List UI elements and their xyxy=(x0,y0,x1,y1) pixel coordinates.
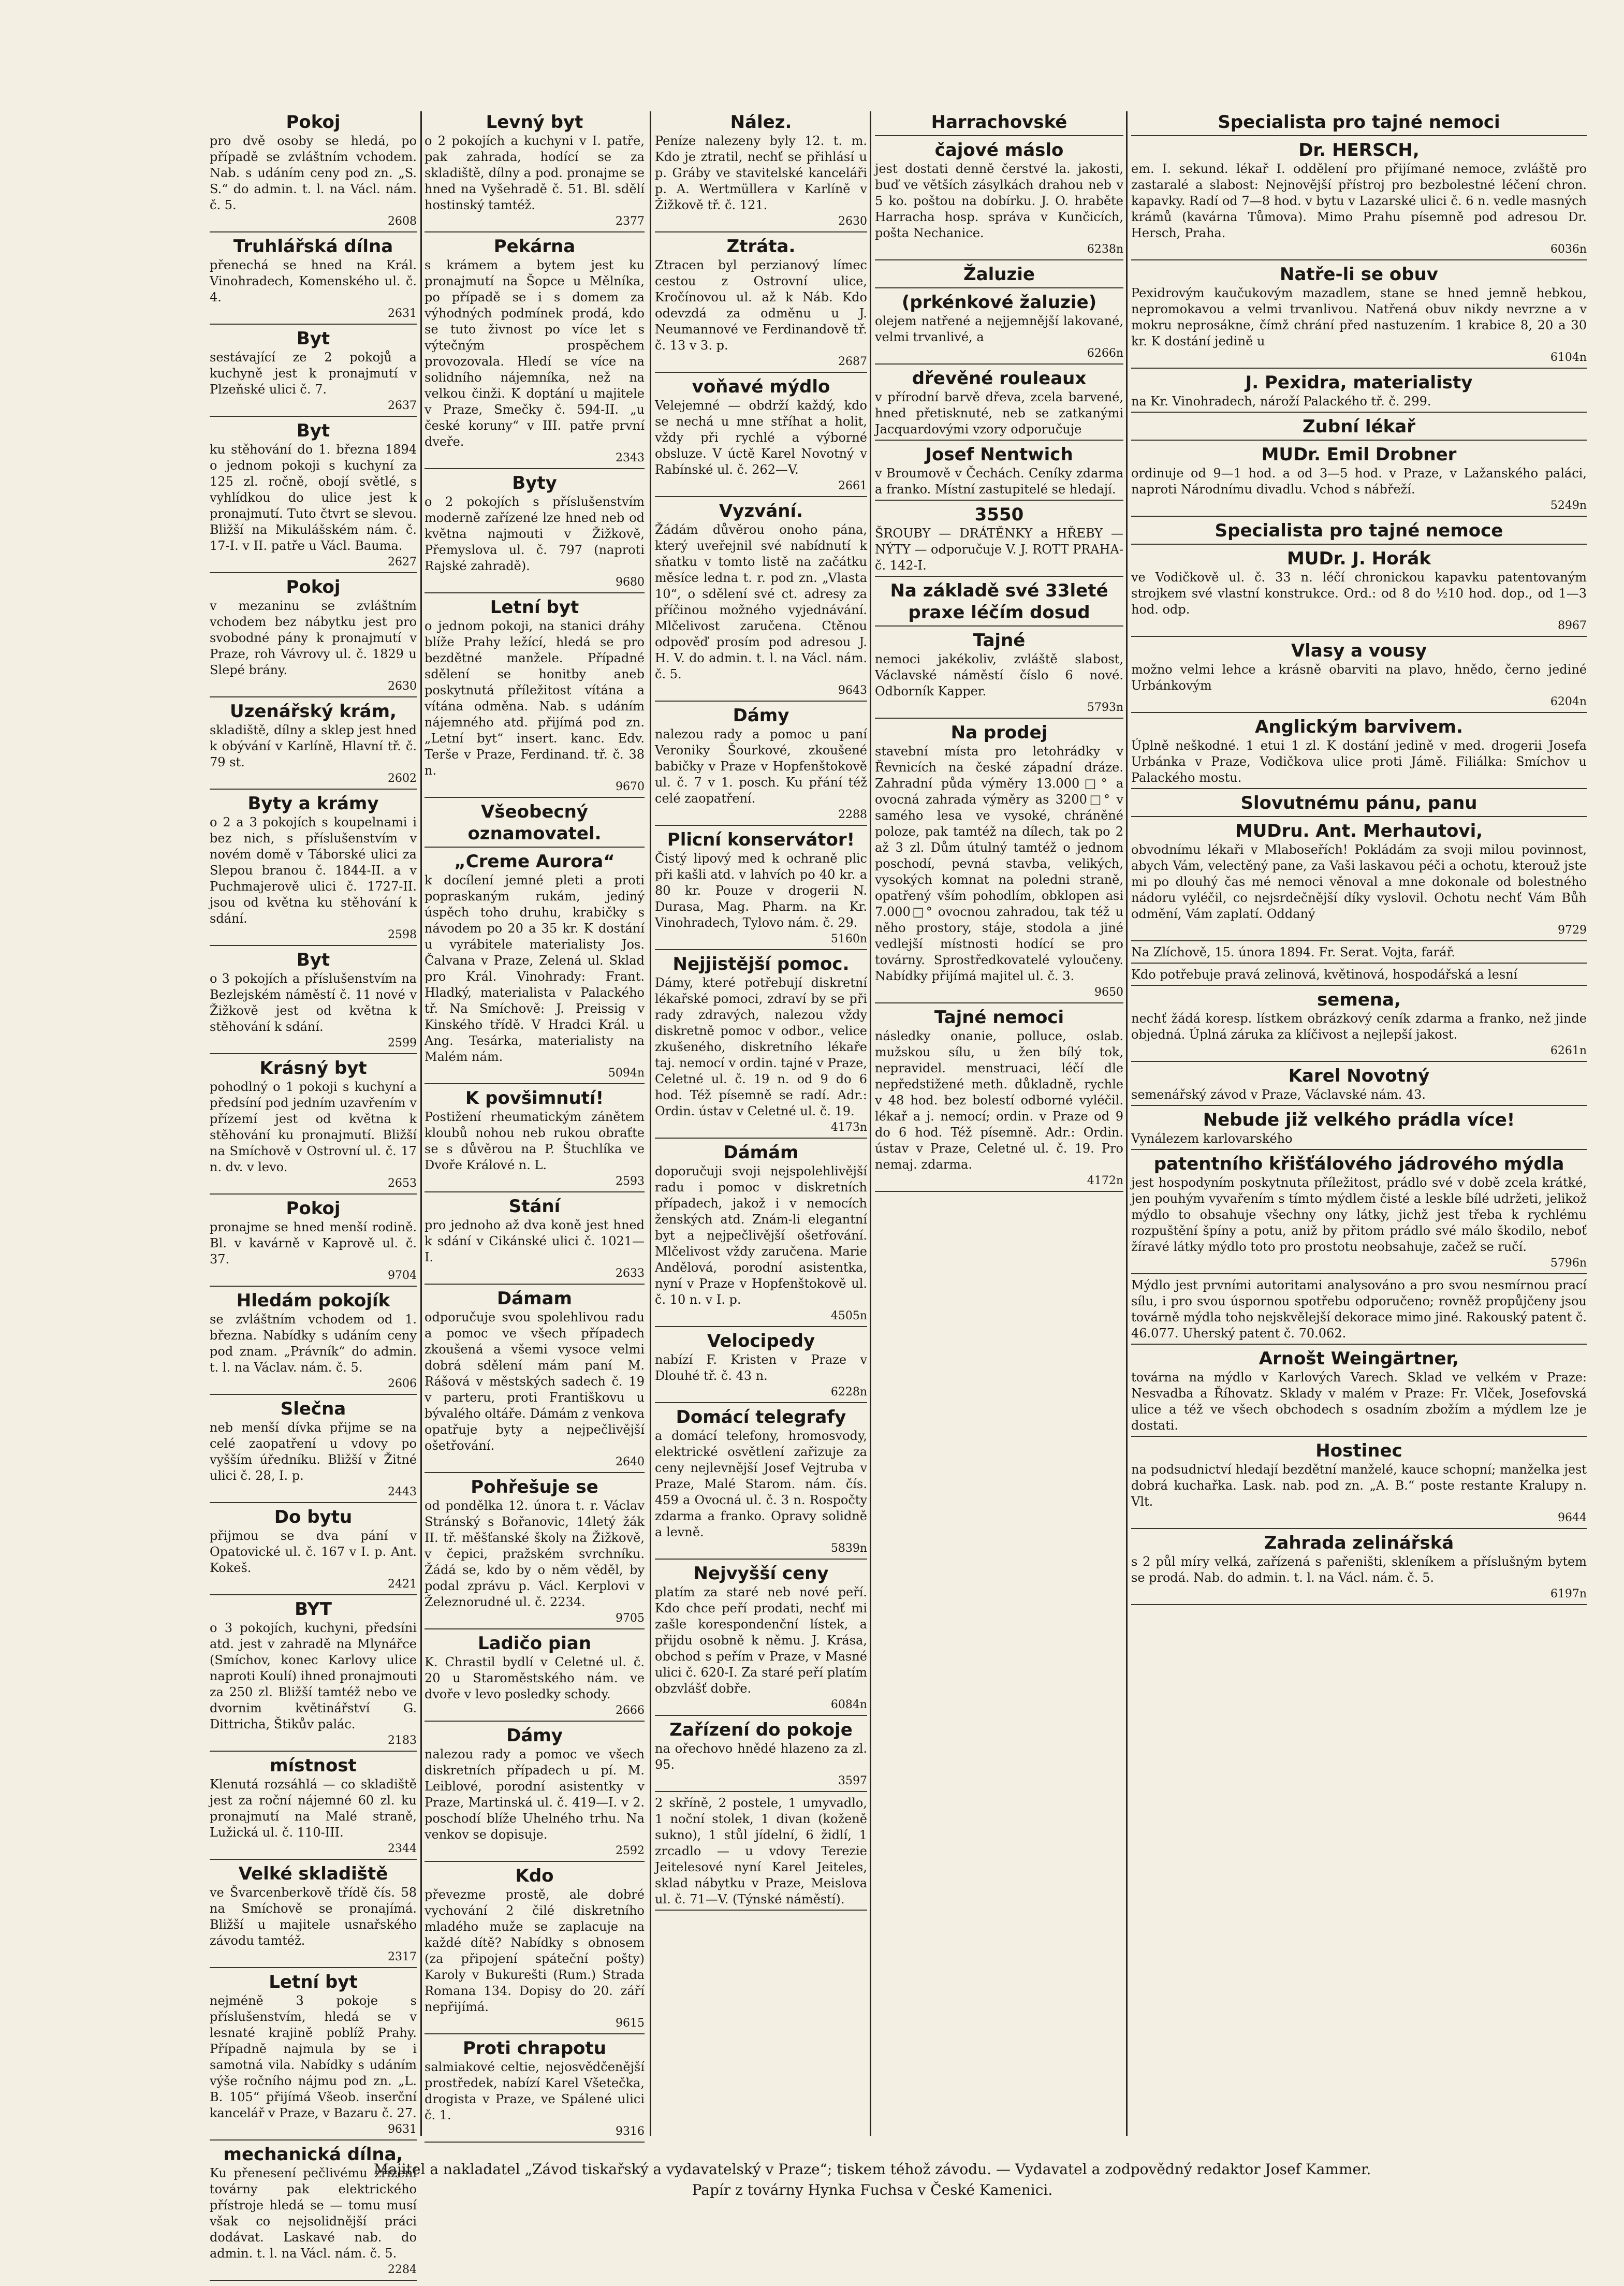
ad-text: ve Vodičkově ul. č. 33 n. léčí chronickou kapavku patentovaným strojkem své vlastní konstrukce. Ord.: od 8 do ½10 hod. dop., od 1—3 hod. odp. xyxy=(1131,570,1587,617)
ad-text: obvodnímu lékaři v Mlaboseřích! Pokládám za svoji milou povinnost, abych Vám, velectěný pane, za Vaši laskavou péči a ochotu, kterouž jste mi po dlouhý čas mé nemoci věnoval a mne dokonale od bolestného nádoru vyléčil, co nejsrdečnější díky vyslovil. Ochotu nechť Vám Bůh odmění, Vám zaplatí. Oddaný xyxy=(1131,842,1587,921)
classified-ad xyxy=(655,376,867,497)
classified-ad xyxy=(875,264,1123,288)
classified-ad xyxy=(210,701,417,790)
ad-heading: (prkénkové žaluzie) xyxy=(901,292,1097,313)
ad-heading: semena, xyxy=(1317,989,1401,1010)
ad-heading: Harrachovské xyxy=(931,112,1067,133)
ad-number: 2602 xyxy=(388,772,417,785)
ad-number: 6197n xyxy=(1550,1588,1587,1600)
classified-ad xyxy=(210,949,417,1054)
ad-text: následky onanie, polluce, oslab. mužskou sílu, u žen bílý tok, nepravidel. menstruaci, léčí dle nepředstižené meth. důkladně, rychle v 48 hod. bez bolestí odborné vyléčil. lékař a j. nemocí; ordin. v Praze od 9 do 6 hod. Též písemně. Adr.: Ordin. ústav v Praze, Celetné ul. č. 19. Pro nemaj. zdarma. xyxy=(875,1029,1123,1172)
ad-number: 8967 xyxy=(1558,619,1587,632)
ad-heading: Nejvyšší ceny xyxy=(693,1563,829,1584)
ad-number: 4505n xyxy=(830,1309,867,1322)
classified-ad xyxy=(1131,372,1587,413)
classified-ad xyxy=(425,1288,645,1473)
ad-heading: Zubní lékař xyxy=(1303,416,1415,437)
classified-ad xyxy=(210,1290,417,1395)
classified-ad xyxy=(655,236,867,373)
ad-heading: Uzenářský krám, xyxy=(230,701,397,722)
ad-text: v Broumově v Čechách. Ceníky zdarma a franko. Místní zastupitelé se hledají. xyxy=(875,466,1123,497)
classified-ad xyxy=(1131,444,1587,517)
classified-ad xyxy=(425,111,645,232)
ad-heading: Plicní konservátor! xyxy=(667,829,855,850)
ad-heading: Levný byt xyxy=(486,112,583,133)
ad-text: přijmou se dva pání v Opatovické ul. č. 167 v I. p. Ant. Kokeš. xyxy=(210,1528,417,1575)
classified-ad xyxy=(875,1007,1123,1192)
ad-heading: Proti chrapotu xyxy=(462,2038,606,2059)
ad-number: 2288 xyxy=(838,808,867,821)
ad-heading: Do bytu xyxy=(274,1507,353,1527)
ad-text: doporučuji svoji nejspolehlivější radu i pomoc v diskretních případech, jakož i v nemocích ženských atd. Znám-li elegantní byt a nejpečlivější ošetřování. Mlčelivost vždy zaručena. Marie Andělová, porodní asistentka, nyní v Praze v Hopfenštokově ul. č. 10 n. v I. p. xyxy=(655,1164,867,1307)
classified-ad xyxy=(875,444,1123,501)
ad-text: Žádám důvěrou onoho pána, který uveřejnil své nabídnutí k sňatku v tomto listě na začátku měsíce ledna t. r. pod zn. „Vlasta 10“, o sdělení své ct. adresy za příčinou možného vyjednávání. Mlčelivost zaručena. Ctěnou odpověď prosím pod adresou J. H. V. do admin. t. l. na Václ. nám. č. 5. xyxy=(655,522,867,681)
classified-ad xyxy=(875,111,1123,136)
ad-text: Klenutá rozsáhlá — co skladiště jest za roční nájemné 60 zl. ku pronajmutí na Malé straně, Lužická ul. č. 110-III. xyxy=(210,1777,417,1840)
ad-text: ordinuje od 9—1 hod. a od 3—5 hod. v Praze, v Lažanského paláci, naproti Národnímu divadlu. Vchod s nábřeží. xyxy=(1131,466,1587,497)
classified-ad xyxy=(425,851,645,1084)
ad-heading: Na základě své 33leté praxe léčím dosud xyxy=(890,580,1108,623)
ad-heading: Josef Nentwich xyxy=(925,444,1073,465)
ad-text: ŠROUBY — DRÁTĚNKY a HŘEBY — NÝTY — odporučuje V. J. ROTT PRAHA-č. 142-I. xyxy=(875,526,1123,573)
ad-heading: Vyzvání. xyxy=(719,501,803,521)
ad-heading: Žaluzie xyxy=(963,264,1035,285)
classified-ad xyxy=(1131,1153,1587,1274)
classified-ad xyxy=(425,801,645,848)
classified-ad xyxy=(210,1398,417,1503)
classified-ad xyxy=(655,1330,867,1403)
ad-heading: Nález. xyxy=(730,112,792,133)
ad-number: 2666 xyxy=(616,1704,645,1717)
ad-text: Čistý lipový med k ochraně plic při kašli atd. v lahvích po 40 kr. a 80 kr. Pouze v drogerii N. Durasa, Mag. Pharm. na Kr. Vinohradech, Tylovo nám. č. 29. xyxy=(655,851,867,930)
footer-publisher: Majitel a nakladatel „Závod tiskařský a vydavatelský v Praze“; tiskem téhož závodu. — Vydavatel a zodpovědný redaktor Josef Kammer. xyxy=(373,2161,1371,2178)
ad-text: ve Švarcenberkově třídě čís. 58 na Smíchově se pronajímá. Bližší u majitele usnařského závodu tamtéž. xyxy=(210,1885,417,1948)
ad-heading: Pekárna xyxy=(493,236,576,257)
ad-heading: Domácí telegrafy xyxy=(676,1407,846,1428)
ad-text: továrna na mýdlo v Karlových Varech. Sklad ve velkém v Praze: Nesvadba a Říhovatz. Sklady v malém v Praze: Fr. Vlček, Josefovská ulice a též ve všech obchodech s osadním zbožím a mýdlem lze je dostati. xyxy=(1131,1370,1587,1433)
ad-heading: Ladičo pian xyxy=(477,1633,592,1654)
ad-heading: Byt xyxy=(296,328,330,349)
ad-text: sestávající ze 2 pokojů a kuchyně jest k pronajmutí v Plzeňské ulici č. 7. xyxy=(210,350,417,397)
ad-number: 2608 xyxy=(388,215,417,228)
ad-text: Postižení rheumatickým zánětem kloubů nohou neb rukou obraťte se s důvěrou na P. Štuchlíka ve Dvoře Králové n. L. xyxy=(425,1110,645,1172)
ad-number: 6104n xyxy=(1550,351,1587,364)
ad-text: nalezou rady a pomoc u paní Veroniky Šourkové, zkoušené babičky v Praze v Hopfenštokově ul. č. 7 v 1. posch. Ku přání též celé zaopatření. xyxy=(655,727,867,806)
classified-ad xyxy=(1131,1277,1587,1345)
ad-number: 5094n xyxy=(608,1067,645,1080)
classified-ad xyxy=(210,236,417,325)
ad-number: 9704 xyxy=(388,1269,417,1282)
classified-ad xyxy=(1131,111,1587,136)
ad-text: přenechá se hned na Král. Vinohradech, Komenského ul. č. 4. xyxy=(210,258,417,304)
ad-number: 4173n xyxy=(830,1121,867,1134)
ad-heading: patentního křišťálového jádrového mýdla xyxy=(1153,1154,1564,1174)
ad-heading: Hledám pokojík xyxy=(236,1290,390,1311)
ad-number: 2421 xyxy=(388,1578,417,1591)
ad-text: ku stěhování do 1. března 1894 o jednom pokoji s kuchyní za 125 zl. ročně, obojí světlé, s vyhlídkou do ulice jest k pronajmutí. Tuto čtvrt se slevou. Bližší na Mikulášském nám. č. 17-I. v II. patře u Václ. Bauma. xyxy=(210,442,417,553)
ad-number: 5160n xyxy=(830,933,867,945)
classified-ad xyxy=(210,328,417,417)
ad-text: o 2 a 3 pokojích s koupelnami i bez nich, s příslušenstvím v novém domě v Táborské ulici za Slepou branou č. 1844-II. a v Puchmajerově ulici č. 1727-II. jsou od května ku stěhování k sdání. xyxy=(210,815,417,926)
column-2 xyxy=(425,111,645,2136)
ad-heading: místnost xyxy=(270,1755,357,1776)
classified-ad xyxy=(1131,1532,1587,1605)
ad-text: a domácí telefony, hromosvody, elektrické osvětlení zařizuje za ceny nejlevnější Josef Vejtruba v Praze, Malé Starom. nám. čís. 459 a Ovocná ul. č. 3 n. Rospočty zdarma a franko. Opravy solidně a levně. xyxy=(655,1429,867,1539)
ad-text: o 2 pokojích s příslušenstvím moderně zařízené lze hned neb od května najmouti v Žižkově, Přemyslova ul. č. 797 (naproti Rajské zahradě). xyxy=(425,494,645,573)
ad-text: nejméně 3 pokoje s příslušenstvím, hledá se v lesnaté krajině poblíž Prahy. Případně najmula by se i samotná vila. Nabídky s udáním výše ročního nájmu pod zn. „L. B. 105“ přijímá Všeob. inserční kancelář v Praze, v Bazaru č. 27. xyxy=(210,1993,417,2120)
ad-text: 2 skříně, 2 postele, 1 umyvadlo, 1 noční stolek, 1 divan (koženě sukno), 1 stůl jídelní, 6 židlí, 1 zrcadlo — u vdovy Terezie Jeitelesové nyní Karel Jeiteles, sklad nábytku v Praze, Meislova ul. č. 71—V. (Týnské náměstí). xyxy=(655,1796,867,1906)
ad-text: se zvláštním vchodem od 1. března. Nabídky s udáním ceny pod znam. „Právník“ do admin. t. l. na Václav. nám. č. 5. xyxy=(210,1312,417,1375)
ad-heading: Slovutnému pánu, panu xyxy=(1240,793,1477,813)
classified-ad xyxy=(425,1476,645,1629)
classified-ad xyxy=(425,2037,645,2143)
footer-paper: Papír z továrny Hynka Fuchsa v České Kamenici. xyxy=(692,2181,1053,2198)
ad-text: možno velmi lehce a krásně obarviti na plavo, hnědo, černo jediné Urbánkovým xyxy=(1131,662,1587,693)
ad-number: 6204n xyxy=(1550,695,1587,708)
ad-heading: „Creme Aurora“ xyxy=(454,851,615,872)
ad-heading: Zařízení do pokoje xyxy=(669,1720,853,1740)
footer xyxy=(251,2159,1494,2201)
ad-text: v přírodní barvě dřeva, zcela barvené, hned přetisknuté, neb se zatkanými Jacquardovými vzory odporučuje xyxy=(875,390,1123,436)
ad-heading: Ztráta. xyxy=(726,236,796,257)
ad-text: o 3 pokojích a příslušenstvím na Bezlejském náměstí č. 11 nové v Žižkově jest od května k stěhování k sdání. xyxy=(210,971,417,1034)
classified-ad xyxy=(210,1198,417,1287)
ad-number: 3597 xyxy=(838,1774,867,1787)
classified-ad xyxy=(425,1865,645,2034)
ad-text: na ořechovo hnědé hlazeno za zl. 95. xyxy=(655,1741,867,1772)
ad-heading: voňavé mýdlo xyxy=(692,376,830,397)
classified-ad xyxy=(425,1725,645,1862)
classified-ad xyxy=(1131,967,1587,986)
ad-number: 6228n xyxy=(830,1386,867,1399)
classified-ad xyxy=(210,1506,417,1595)
ad-number: 2343 xyxy=(616,452,645,464)
ad-number: 6036n xyxy=(1550,243,1587,256)
ad-text: Kdo potřebuje pravá zelinová, květinová, hospodářská a lesní xyxy=(1131,967,1518,982)
ad-number: 9670 xyxy=(616,780,645,793)
ad-heading: Truhlářská dílna xyxy=(233,236,393,257)
ad-heading: Natře-li se obuv xyxy=(1280,264,1438,285)
ad-text: pohodlný o 1 pokoji s kuchyní a předsíní pod jedním uzavřením v přízemí jest od května k stěhování ku pronajmutí. Bližší na Smíchově v Ostrovní ul. č. 17 n. dv. v levo. xyxy=(210,1080,417,1174)
ad-number: 6266n xyxy=(1087,347,1123,360)
ad-text: nechť žádá koresp. lístkem obrázkový ceník zdarma a franko, než jinde objedná. Úplná záruka za klíčivost a nejlepší jakost. xyxy=(1131,1011,1587,1042)
ad-heading: Dámy xyxy=(506,1725,563,1746)
ad-number: 9615 xyxy=(616,2017,645,2030)
ad-text: nalezou rady a pomoc ve všech diskretních případech u pí. M. Leiblové, porodní asistentky v Praze, Martinská ul. č. 419—I. v 2. poschodí blíže Uhelného trhu. Na venkov se dopisuje. xyxy=(425,1747,645,1842)
ad-heading: Hostinec xyxy=(1315,1440,1402,1461)
ad-number: 2630 xyxy=(388,680,417,693)
classified-ad xyxy=(655,1142,867,1327)
ad-number: 5839n xyxy=(830,1542,867,1555)
classified-ad xyxy=(655,500,867,702)
ad-number: 4172n xyxy=(1087,1174,1123,1187)
ad-text: od pondělka 12. února t. r. Václav Stránský s Bořanovic, 14letý žák II. tř. měšťanské školy na Žižkově, v čepici, pražském svrchníku. Žádá se, kdo by o něm věděl, by podal zprávu p. Václ. Kerplovi v Železnorudné ul. č. 2234. xyxy=(425,1498,645,1609)
ad-number: 9316 xyxy=(616,2125,645,2138)
classified-ad xyxy=(210,1057,417,1195)
ad-heading: Dr. HERSCH, xyxy=(1298,140,1420,161)
classified-ad xyxy=(425,1633,645,1722)
ad-heading: Pokoj xyxy=(286,577,341,598)
ad-text: Ztracen byl perzianový límec cestou z Ostrovní ulice, Kročínovou ul. až k Náb. Kdo odevzdá za odměnu u J. Neumannové ve Ferdinandově tř. č. 13 v 3. p. xyxy=(655,258,867,353)
ad-number: 9705 xyxy=(616,1612,645,1625)
ad-heading: Letní byt xyxy=(490,597,579,618)
ad-number: 9631 xyxy=(388,2123,417,2136)
ad-heading: Dámam xyxy=(497,1288,572,1309)
ad-heading: Zahrada zelinářská xyxy=(1264,1533,1454,1553)
ad-heading: Stání xyxy=(508,1196,561,1217)
ad-number: 5249n xyxy=(1550,499,1587,512)
ad-heading: Velocipedy xyxy=(707,1331,815,1351)
ad-text: em. I. sekund. lékař I. oddělení pro přijímané nemoce, zvláště pro zastaralé a slabost: Nejnovější přístroj pro bezbolestné léčení chron. kapavky. Radí od 7—8 hod. v bytu v Lazarské ulici č. 6 n. vedle masných krámů (kavárna Tůmova). Mimo Prahu písemně pod adresou Dr. Hersch, Praha. xyxy=(1131,162,1587,240)
classified-ad xyxy=(655,953,867,1139)
ad-heading: Pokoj xyxy=(286,112,341,133)
ad-number: 2661 xyxy=(838,479,867,492)
ad-heading: Arnošt Weingärtner, xyxy=(1259,1348,1459,1369)
classified-ad xyxy=(655,1406,867,1560)
ad-heading: Specialista pro tajné nemoce xyxy=(1215,520,1503,541)
ad-heading: Velké skladiště xyxy=(238,1863,388,1884)
classified-ad xyxy=(425,236,645,469)
classified-ad xyxy=(1131,716,1587,789)
ad-number: 6084n xyxy=(830,1698,867,1711)
classified-ad xyxy=(875,630,1123,719)
ad-number: 2598 xyxy=(388,928,417,941)
ad-heading: MUDru. Ant. Merhautovi, xyxy=(1235,821,1483,841)
ad-text: pro jednoho až dva koně jest hned k sdání v Cikánské ulici č. 1021—I. xyxy=(425,1218,645,1264)
classified-ad xyxy=(210,793,417,946)
ad-heading: Tajné nemoci xyxy=(934,1007,1064,1028)
classified-ad xyxy=(875,292,1123,365)
ad-heading: Pokoj xyxy=(286,1198,341,1219)
classified-ad xyxy=(1131,416,1587,441)
classified-ad xyxy=(210,111,417,232)
ad-number: 2317 xyxy=(388,1950,417,1963)
ad-heading: Byt xyxy=(296,420,330,441)
ad-text: salmiakové celtie, nejosvědčenější prostředek, nabízí Karel Všetečka, drogista v Praze, ve Spálené ulici č. 1. xyxy=(425,2060,645,2122)
column-1 xyxy=(210,111,417,2276)
ad-text: neb menší dívka přijme se na celé zaopatření u vdovy po vyšším úředníku. Bližší v Žitné ulici č. 28, I. p. xyxy=(210,1420,417,1483)
classified-ad xyxy=(210,576,417,697)
ad-heading: MUDr. J. Horák xyxy=(1287,548,1431,569)
ad-text: Dámy, které potřebují diskretní lékařské pomoci, zdraví by se při rady zdravých, nalezou vždy diskretně pomoc v odbor., velice zkušeného, diskretního lékaře taj. nemocí v ordin. tajné v Praze, Celetné ul. č. 19 n. od 9 do 6 hod. Též písemně se radí. Adr.: Ordin. ústav v Celetné ul. č. 19. xyxy=(655,975,867,1118)
classified-ad xyxy=(1131,792,1587,817)
ad-number: 2183 xyxy=(388,1734,417,1747)
ad-heading: 3550 xyxy=(974,504,1024,525)
ad-text: na Kr. Vinohradech, nároží Palackého tř. č. 299. xyxy=(1131,394,1431,409)
classified-ad xyxy=(1131,944,1587,964)
ad-number: 9680 xyxy=(616,576,645,589)
ad-text: skladiště, dílny a sklep jest hned k obývání v Karlíně, Hlavní tř. č. 79 st. xyxy=(210,723,417,769)
classified-ad xyxy=(1131,264,1587,369)
ad-text: K. Chrastil bydlí v Celetné ul. č. 20 u Staroměstského nám. ve dvoře v levo posledky schody. xyxy=(425,1655,645,1701)
ad-text: jest dostati denně čerstvé la. jakosti, buď ve větších zásylkách drahou neb v 5 ko. poštou na dobírku. J. O. hraběte Harracha hosp. správa v Kunčicích, pošta Nechanice. xyxy=(875,162,1123,240)
ad-heading: Specialista pro tajné nemoci xyxy=(1218,112,1500,133)
ad-number: 2631 xyxy=(388,307,417,320)
classified-ad xyxy=(1131,1065,1587,1106)
ad-number: 6261n xyxy=(1550,1044,1587,1057)
classified-ad xyxy=(425,1087,645,1192)
classified-ad xyxy=(1131,139,1587,260)
classified-ad xyxy=(210,1598,417,1752)
ad-heading: Letní byt xyxy=(269,1972,358,1992)
ad-number: 2606 xyxy=(388,1377,417,1390)
ad-number: 2593 xyxy=(616,1175,645,1188)
ad-heading: Kdo xyxy=(515,1866,554,1886)
classified-ad xyxy=(655,829,867,950)
classified-ad xyxy=(1131,520,1587,545)
ad-text: s 2 půl míry velká, zařízená s pařeništi, skleníkem a příslušným bytem se prodá. Nab. do admin. t. l. na Václ. nám. č. 5. xyxy=(1131,1554,1587,1585)
ad-text: na podsudnictví hledají bezdětní manželé, kauce schopní; manželka jest dobrá kuchařka. Lask. nab. pod zn. „A. B.“ poste restante Kralupy n. Vlt. xyxy=(1131,1462,1587,1509)
ad-number: 9644 xyxy=(1558,1511,1587,1524)
ad-number: 2284 xyxy=(388,2263,417,2276)
classified-ad xyxy=(425,1196,645,1285)
classified-ad xyxy=(1131,1440,1587,1529)
classified-ad xyxy=(655,111,867,232)
ad-heading: Na prodej xyxy=(950,722,1048,743)
ad-text: Pexidrovým kaučukovým mazadlem, stane se hned jemně hebkou, nepromokavou a velmi trvanlivou. Natřená obuv nikdy nevrzne a v mokru neprosákne, čímž chrání před nastuzením. 1 krabice 8, 20 a 30 kr. K dostání jedině u xyxy=(1131,286,1587,348)
ad-text: o 3 pokojích, kuchyni, předsíni atd. jest v zahradě na Mlynářce (Smíchov, konec Karlovy ulice naproti Koulí) ihned pronajmouti za 250 zl. Bližší tamtéž nebo ve dvornim květinářství G. Dittricha, Štikův palác. xyxy=(210,1621,417,1731)
ad-number: 2640 xyxy=(616,1455,645,1468)
ad-text: nemoci jakékoliv, zvláště slabost, Václavské náměstí číslo 6 nové. Odborník Kapper. xyxy=(875,652,1123,698)
ad-number: 2637 xyxy=(388,399,417,412)
classified-ad xyxy=(655,1795,867,1911)
ad-text: o jednom pokoji, na stanici dráhy blíže Prahy ležící, hledá se pro bezdětné manžele. Případné sdělení se honitby aneb poskytnutá příležitost vítána a vítána odměna. Nab. s udáním nájemného atd. přijímá pod zn. „Letní byt“ insert. kanc. Edv. Terše v Praze, Ferdinand. tř. č. 38 n. xyxy=(425,619,645,778)
ad-text: k docílení jemné pleti a proti popraskaným rukám, jediný úspěch toho druhu, krabičky s návodem po 20 a 35 kr. K dostání u vyrábitele materialisty Jos. Čalvana v Praze, Zelená ul. Sklad pro Král. Vinohrady: Frant. Hladký, materialista v Palackého tř. Na Smíchově: J. Preissig v Kinského třídě. V Hradci Král. u Ang. Tesárka, materialisty na Malém nám. xyxy=(425,873,645,1064)
ad-heading: Anglickým barvivem. xyxy=(1255,717,1463,737)
ad-heading: K povšimnutí! xyxy=(465,1088,604,1109)
ad-number: 9643 xyxy=(838,684,867,697)
classified-ad xyxy=(655,1563,867,1716)
classified-ad xyxy=(875,504,1123,577)
ad-text: jest hospodyním poskytnuta příležitost, prádlo své v době zcela krátké, jen pouhým vyvařením s tímto mýdlem čisté a leskle bílé udržeti, jelikož mýdlo to obsahuje všechny ony látky, jichž jest třeba k rychlému rozpuštění špíny a potu, aniž by přitom prádlo své málo škodilo, neboť žíravé látky mýdlo toto pro prostotu neobsahuje, začež se ručí. xyxy=(1131,1175,1587,1254)
classified-ad xyxy=(875,722,1123,1003)
ad-heading: Nejjistější pomoc. xyxy=(672,954,850,974)
ad-text: pronajme se hned menší rodině. Bl. v kavárně v Kaprově ul. č. 37. xyxy=(210,1220,417,1266)
ad-heading: Byty xyxy=(512,473,557,493)
classified-ad xyxy=(425,472,645,593)
ad-number: 2443 xyxy=(388,1486,417,1498)
ad-text: odporučuje svou spolehlivou radu a pomoc ve všech případech zkoušená a všemi vysoce velmi dobrá sdělení mám paní M. Rášová v městských sadech č. 19 v parteru, proti Františkovu u bývalého oltáře. Dámám z venkova opatřuje byty a nejpečlivější ošetřování. xyxy=(425,1310,645,1453)
ad-text: Vynálezem karlovarského xyxy=(1131,1131,1293,1146)
ad-heading: MUDr. Emil Drobner xyxy=(1261,444,1457,465)
ad-number: 2630 xyxy=(838,215,867,228)
ad-number: 2377 xyxy=(616,215,645,228)
column-3 xyxy=(655,111,867,2136)
ad-text: Úplně neškodné. 1 etui 1 zl. K dostání jedině v med. drogerii Josefa Urbánka v Praze, Vodičkova ulice proti Jámě. Filiálka: Smíchov u Palackého mostu. xyxy=(1131,738,1587,785)
ad-heading: Karel Novotný xyxy=(1288,1066,1430,1086)
ad-heading: čajové máslo xyxy=(934,140,1064,161)
classified-ad xyxy=(1131,640,1587,713)
ad-text: platím za staré neb nové peří. Kdo chce peří prodati, nechť mi zašle korespondenční lístek, a přijdu osobně k němu. J. Krása, obchod s peřím v Praze, v Masné ulici č. 620-I. Za staré peří platím obzvlášť dobře. xyxy=(655,1585,867,1696)
classified-ad xyxy=(655,1719,867,1792)
ad-number: 2599 xyxy=(388,1037,417,1050)
ad-number: 9729 xyxy=(1558,924,1587,937)
ad-text: olejem natřené a nejjemnější lakované, velmi trvanlivé, a xyxy=(875,314,1123,344)
column-5 xyxy=(1131,111,1587,2136)
ad-text: Velejemné — obdrží každý, kdo se nechá u mne stříhat a holit, vždy při rychlé a výborné obsluze. V úctě Karel Novotný v Rabínské ul. č. 262—V. xyxy=(655,398,867,477)
column-4 xyxy=(875,111,1123,2136)
classified-ad xyxy=(210,1971,417,2141)
classified-ad xyxy=(875,368,1123,441)
classified-ad xyxy=(1131,1109,1587,1150)
ad-text: Mýdlo jest prvními autoritami analysováno a pro svou nesmírnou prací sílu, i pro svou úspornou spotřebu odporučeno; rovněž propůjčeny jsou továrně mýdla toho nejskvělejší dekorace mimo jiné. Rakouský patent č. 46.077. Uherský patent č. 70.062. xyxy=(1131,1278,1587,1341)
ad-heading: Slečna xyxy=(280,1399,346,1419)
ad-number: 6238n xyxy=(1087,243,1123,256)
ad-heading: Všeobecný oznamovatel. xyxy=(467,802,602,844)
classified-ad xyxy=(1131,820,1587,941)
ad-text: Ku přenesení pečlivému zřízení továrny pak elektrického přístroje hledá se — tomu musí však co nejsolidnější práci dodávat. Laskavé nab. do admin. t. l. na Václ. nám. č. 5. xyxy=(210,2166,417,2261)
ad-text: v mezaninu se zvláštním vchodem bez nábytku jest pro svobodné pány k pronajmutí v Praze, roh Vávrovy ul. č. 1829 u Slepé brány. xyxy=(210,599,417,677)
ad-heading: Pohřešuje se xyxy=(471,1477,598,1497)
ad-number: 2627 xyxy=(388,556,417,569)
ad-heading: Tajné xyxy=(973,630,1026,651)
classified-ad xyxy=(1131,548,1587,637)
ad-heading: Krásný byt xyxy=(259,1058,367,1079)
classified-ad xyxy=(425,596,645,798)
ad-number: 2344 xyxy=(388,1842,417,1855)
ad-text: Peníze nalezeny byly 12. t. m. Kdo je ztratil, nechť se přihlásí u p. Gráby ve stavitelské kanceláři p. A. Wertmüllera v Karlíně v Žižkově tř. č. 121. xyxy=(655,134,867,212)
ad-text: pro dvě osoby se hledá, po případě se zvláštním vchodem. Nab. s udáním ceny pod zn. „S. S.“ do admin. t. l. na Václ. nám. č. 5. xyxy=(210,134,417,212)
classified-ad xyxy=(875,139,1123,260)
ad-text: nabízí F. Kristen v Praze v Dlouhé tř. č. 43 n. xyxy=(655,1352,867,1383)
ad-text: semenářský závod v Praze, Václavské nám. 43. xyxy=(1131,1087,1426,1102)
ad-text: převezme prostě, ale dobré vychování 2 čilé diskretního mladého muže se zaplacuje na každé dítě? Nabídky s obnosem (za připojení spáteční pošty) Karoly v Bukurešti (Rum.) Strada Romana 134. Dopisy do 20. září nepřijímá. xyxy=(425,1887,645,2014)
classified-ad xyxy=(655,705,867,826)
ad-text: stavební místa pro letohrádky v Řevnicích na české západní dráze. Zahradní půda výměry 13.000□° a ovocná zahrada výměry as 3200□° v samého lesa ve vysoké, chráněné poloze, pak tamtéž na dílech, tak po 2 až 3 zl. Dům útulný tamtéž o jednom poschodí, pevná stavba, velikých, vysokých komnat na poledni straně, opatřený vším pohodlím, obklopen asi 7.000□° ovocnou zahradou, tak též u něho prostory, stáje, stodola a jiné vedlejší místnosti hodící se pro továrny. Sprostředkovatelé vyloučeny. Nabídky přijímá majitel ul. č. 3. xyxy=(875,744,1123,983)
classified-ad xyxy=(210,420,417,573)
ad-number: 5796n xyxy=(1550,1257,1587,1270)
classified-ad xyxy=(1131,989,1587,1062)
classified-ad xyxy=(875,580,1123,627)
ad-heading: Byt xyxy=(296,950,330,970)
ad-number: 9650 xyxy=(1094,986,1123,999)
classified-ad xyxy=(210,1863,417,1968)
ad-heading: dřevěné rouleaux xyxy=(912,368,1087,389)
ad-heading: Dámy xyxy=(733,705,789,726)
ad-number: 2653 xyxy=(388,1177,417,1190)
ad-number: 2687 xyxy=(838,355,867,368)
ad-text: s krámem a bytem jest ku pronajmutí na Šopce u Mělníka, po případě se i s domem za výhodných podmínek prodá, kdo se tuto živnost po více let s výtečným prospěchem provozovala. Hledí se více na solidního nájemníka, než na velkou činži. K doptání u majitele v Praze, Smečky č. 594-II. „u české koruny“ v III. patře první dveře. xyxy=(425,258,645,449)
classified-ad xyxy=(1131,1348,1587,1437)
ad-heading: Byty a krámy xyxy=(247,793,379,814)
ad-heading: Nebude již velkého prádla více! xyxy=(1203,1110,1515,1130)
ad-number: 2592 xyxy=(616,1844,645,1857)
classified-ad xyxy=(210,1755,417,1860)
ad-heading: Dámám xyxy=(723,1142,799,1163)
ad-text: o 2 pokojích a kuchyni v I. patře, pak zahrada, hodící se za skladiště, dílny a pod. pronajme se hned na Vyšehradě č. 51. Bl. sdělí hostinský tamtéž. xyxy=(425,134,645,212)
ad-number: 2633 xyxy=(616,1267,645,1280)
ad-text: Na Zlíchově, 15. února 1894. Fr. Serat. Vojta, farář. xyxy=(1131,945,1455,959)
ad-heading: mechanická dílna, xyxy=(223,2144,403,2165)
ad-number: 5793n xyxy=(1087,701,1123,714)
ad-heading: J. Pexidra, materialisty xyxy=(1245,372,1473,393)
ad-heading: BYT xyxy=(295,1599,332,1620)
ad-heading: Vlasy a vousy xyxy=(1291,640,1427,661)
